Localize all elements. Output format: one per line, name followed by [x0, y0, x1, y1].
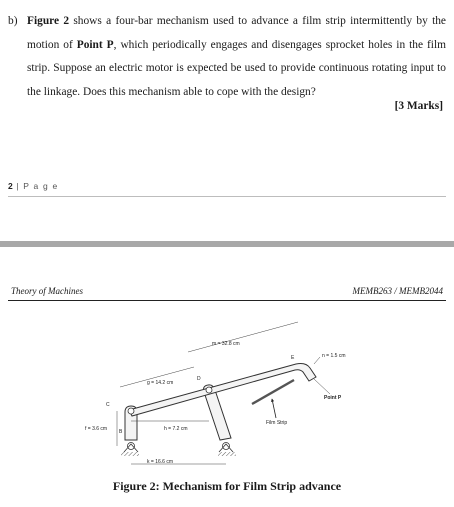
label-b: B — [119, 429, 123, 435]
question-label: b) — [8, 15, 18, 27]
page-break-divider — [0, 241, 454, 247]
film-strip-arrow — [272, 399, 276, 418]
label-d: D — [197, 376, 201, 382]
label-m: m = 32.8 cm — [212, 341, 240, 347]
page-separator: | — [16, 181, 20, 191]
label-h: h = 7.2 cm — [164, 426, 188, 432]
page-number: 2 — [8, 181, 13, 191]
pivot-d — [206, 387, 212, 393]
dim-m-line — [188, 322, 298, 352]
ground-right — [218, 452, 236, 456]
label-n: n = 1.5 cm — [322, 353, 346, 359]
label-g: g = 14.2 cm — [147, 380, 174, 386]
question-block — [8, 10, 446, 104]
figure-caption: Figure 2: Mechanism for Film Strip advance — [112, 479, 342, 493]
film-strip — [252, 380, 294, 404]
coupler-link — [129, 364, 316, 417]
label-e: E — [291, 355, 295, 361]
course-title: Theory of Machines — [11, 286, 83, 296]
question-text-part-1: shows a four-bar mechanism used to advance a film strip intermittently by the motion of — [27, 15, 446, 51]
page-footer — [8, 181, 58, 191]
point-reference: Point P — [76, 38, 114, 51]
dim-n-leader — [314, 357, 320, 364]
label-point-p: Point P — [324, 395, 342, 401]
ground-left — [121, 452, 139, 456]
page-word: P a g e — [23, 181, 59, 191]
pivot-b — [128, 408, 134, 414]
question-text-part-2: , which periodically engages and disengages sprocket holes in the film strip. Suppose an electric motor is expected be used to provide continuous rotating input to the linkage. Does this mechanism able to cope with the design? — [27, 38, 446, 98]
figure-reference: Figure 2 — [27, 15, 70, 27]
mechanism-figure — [0, 300, 454, 478]
marks-label: [3 Marks] — [394, 100, 443, 112]
label-k: k = 16.6 cm — [147, 459, 173, 465]
label-f: f = 3.6 cm — [85, 426, 108, 432]
question-text — [27, 10, 446, 104]
course-code: MEMB263 / MEMB2044 — [352, 286, 443, 296]
footer-rule — [8, 196, 446, 197]
label-c: C — [106, 402, 110, 408]
label-film-strip: Film Strip — [266, 420, 288, 426]
point-p-leader — [314, 379, 330, 394]
